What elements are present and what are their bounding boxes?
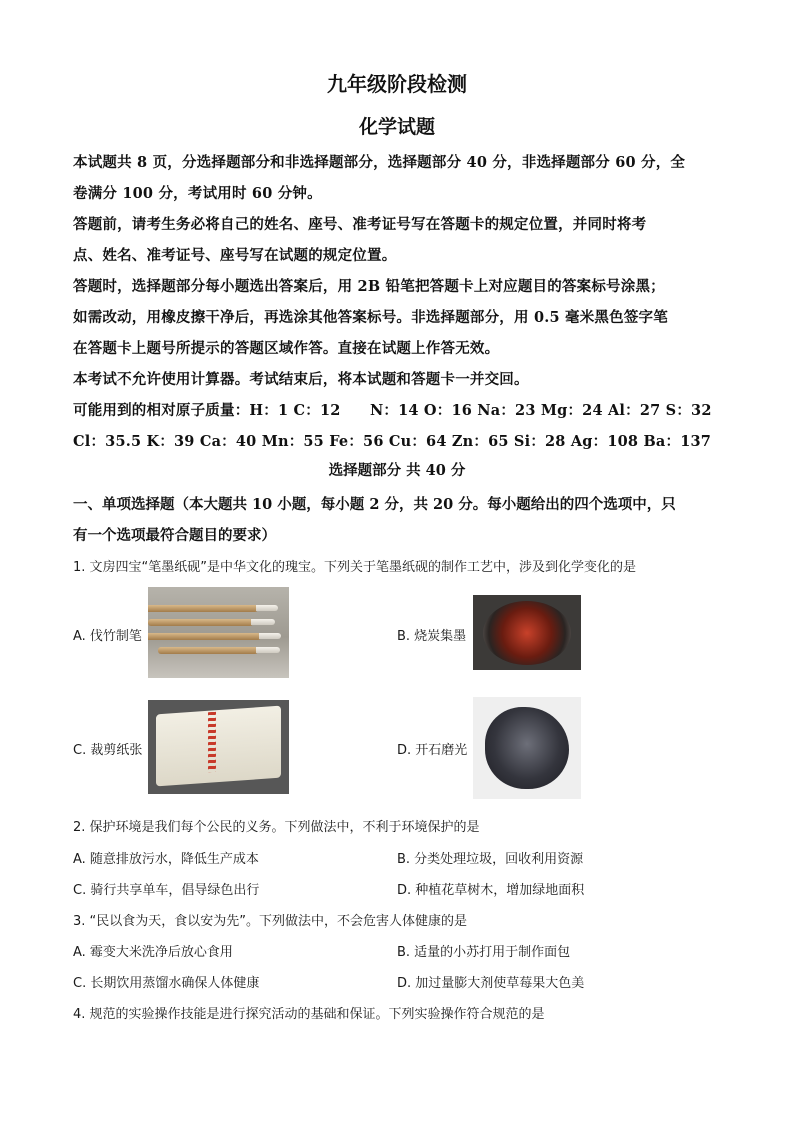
- part-heading: [73, 489, 723, 551]
- q1-option-a: A. 伐竹制笔: [73, 629, 142, 644]
- q3-option-d: D. 加过量膨大剂使草莓果大色美: [397, 976, 585, 991]
- question-4-stem: 4. 规范的实验操作技能是进行探究活动的基础和保证。下列实验操作符合规范的是: [73, 1007, 545, 1022]
- section-heading: 选择题部分 共 40 分: [328, 462, 466, 479]
- instruction-line: 答题时，选择题部分每小题选出答案后，用 2B 铅笔把答题卡上对应题目的答案标号涂黑；: [73, 278, 665, 295]
- q3-option-b: B. 适量的小苏打用于制作面包: [397, 945, 571, 960]
- instruction-line: 答题前，请考生务必将自己的姓名、座号、准考证号写在答题卡的规定位置，并同时将考: [73, 216, 647, 233]
- exam-subtitle: 化学试题: [358, 116, 435, 138]
- inkstone-image: [473, 697, 581, 799]
- question-2-stem: 2. 保护环境是我们每个公民的义务。下列做法中，不利于环境保护的是: [73, 820, 480, 835]
- q2-option-c: C. 骑行共享单车，倡导绿色出行: [73, 883, 260, 898]
- burning-charcoal-image: [473, 595, 581, 670]
- brush-pens-image: [148, 587, 289, 678]
- q2-option-d: D. 种植花草树木，增加绿地面积: [397, 883, 585, 898]
- atomic-mass-line: Cl：35.5 K：39 Ca：40 Mn：55 Fe：56 Cu：64 Zn：65 Si：28 Ag：108 Ba：137: [73, 433, 712, 450]
- part-heading-line: 一、单项选择题（本大题共 10 小题，每小题 2 分，共 20 分。每小题给出的四个选项中，只: [73, 496, 676, 513]
- instruction-line: 如需改动，用橡皮擦干净后，再选涂其他答案标号。非选择题部分，用 0.5 毫米黑色签字笔: [73, 309, 668, 326]
- q1-option-d: D. 开石磨光: [397, 743, 468, 758]
- q3-option-a: A. 霉变大米洗净后放心食用: [73, 945, 233, 960]
- paper-stack-image: [148, 700, 289, 794]
- instruction-line: 本试题共 8 页，分选择题部分和非选择题部分，选择题部分 40 分，非选择题部分 60 分，全: [73, 154, 686, 171]
- instruction-line: 卷满分 100 分，考试用时 60 分钟。: [73, 185, 322, 202]
- exam-title: 九年级阶段检测: [327, 72, 467, 96]
- q3-option-c: C. 长期饮用蒸馏水确保人体健康: [73, 976, 260, 991]
- q2-option-b: B. 分类处理垃圾，回收利用资源: [397, 852, 584, 867]
- instruction-line: 本考试不允许使用计算器。考试结束后，将本试题和答题卡一并交回。: [73, 371, 529, 388]
- q1-option-c: C. 裁剪纸张: [73, 743, 143, 758]
- q2-option-a: A. 随意排放污水，降低生产成本: [73, 852, 259, 867]
- question-3-stem: 3. “民以食为天，食以安为先”。下列做法中，不会危害人体健康的是: [73, 914, 468, 929]
- exam-instructions: [73, 147, 723, 457]
- question-1-stem: 1. 文房四宝“笔墨纸砚”是中华文化的瑰宝。下列关于笔墨纸砚的制作工艺中，涉及到化学变化的是: [73, 560, 637, 575]
- instruction-line: 在答题卡上题号所提示的答题区域作答。直接在试题上作答无效。: [73, 340, 500, 357]
- atomic-mass-line: 可能用到的相对原子质量：H：1 C：12 N：14 O：16 Na：23 Mg：24 Al：27 S：32: [73, 402, 712, 419]
- instruction-line: 点、姓名、准考证号、座号写在试题的规定位置。: [73, 247, 397, 264]
- q1-option-b: B. 烧炭集墨: [397, 629, 467, 644]
- part-heading-line: 有一个选项最符合题目的要求）: [73, 527, 276, 544]
